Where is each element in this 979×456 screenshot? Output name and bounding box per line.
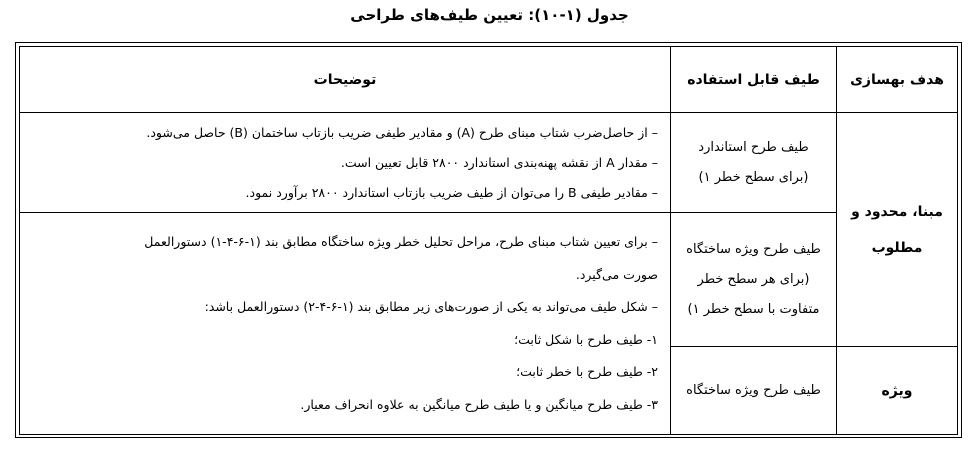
table-row bbox=[20, 113, 958, 213]
spectrum-cell bbox=[671, 347, 837, 435]
spectrum-line: طیف طرح ویژه ساختگاه bbox=[686, 241, 821, 257]
goal-line: ویژه bbox=[881, 382, 913, 399]
description-line: ۱- طیف طرح با شکل ثابت؛ bbox=[514, 331, 658, 347]
header-description: توضیحات bbox=[20, 47, 671, 113]
description-cell bbox=[20, 213, 671, 435]
table-row bbox=[20, 213, 958, 347]
header-spectrum: طیف قابل استفاده bbox=[671, 47, 837, 113]
spectrum-line: طیف طرح استاندارد bbox=[698, 139, 809, 155]
goal-cell-basic-limited-desired bbox=[837, 113, 958, 347]
description-line: – مقادیر طیفی B را می‌توان از طیف ضریب بازتاب استاندارد ۲۸۰۰ برآورد نمود. bbox=[245, 184, 658, 200]
spectrum-line: متفاوت با سطح خطر ۱) bbox=[687, 301, 820, 317]
spectrum-line: (برای هر سطح خطر bbox=[697, 271, 810, 287]
goal-cell-special bbox=[837, 347, 958, 435]
spectrum-cell bbox=[671, 213, 837, 347]
design-spectra-table bbox=[19, 46, 958, 435]
description-line: – برای تعیین شتاب مبنای طرح، مراحل تحلیل خطر ویژه ساختگاه مطابق بند (۱-۶-۴-۱) دستورالعمل bbox=[144, 234, 658, 249]
description-line: صورت می‌گیرد. bbox=[575, 266, 658, 282]
table-header-row bbox=[20, 47, 958, 113]
goal-line: مطلوب bbox=[871, 239, 923, 256]
spectrum-line: طیف طرح ویژه ساختگاه bbox=[686, 382, 821, 398]
description-cell bbox=[20, 113, 671, 213]
spectrum-cell bbox=[671, 113, 837, 213]
description-line: – شکل طیف می‌تواند به یکی از صورت‌های زیر مطابق بند (۱-۶-۴-۲) دستورالعمل باشد: bbox=[204, 299, 658, 314]
header-goal: هدف بهسازی bbox=[837, 47, 958, 113]
goal-line: مبنا، محدود و bbox=[851, 203, 943, 220]
description-line: – مقدار A از نقشه پهنه‌بندی استاندارد ۲۸۰۰ قابل تعیین است. bbox=[340, 154, 658, 170]
description-line: – از حاصل‌ضرب شتاب مبنای طرح (A) و مقادیر طیفی ضریب بازتاب ساختمان (B) حاصل می‌شود. bbox=[146, 124, 658, 140]
spectrum-line: (برای سطح خطر ۱) bbox=[698, 169, 809, 185]
description-line: ۳- طیف طرح میانگین و یا طیف طرح میانگین به علاوه انحراف معیار. bbox=[300, 396, 658, 412]
description-line: ۲- طیف طرح با خطر ثابت؛ bbox=[516, 364, 658, 379]
table-caption: جدول (۱-۱۰): تعیین طیف‌های طراحی bbox=[350, 6, 629, 24]
